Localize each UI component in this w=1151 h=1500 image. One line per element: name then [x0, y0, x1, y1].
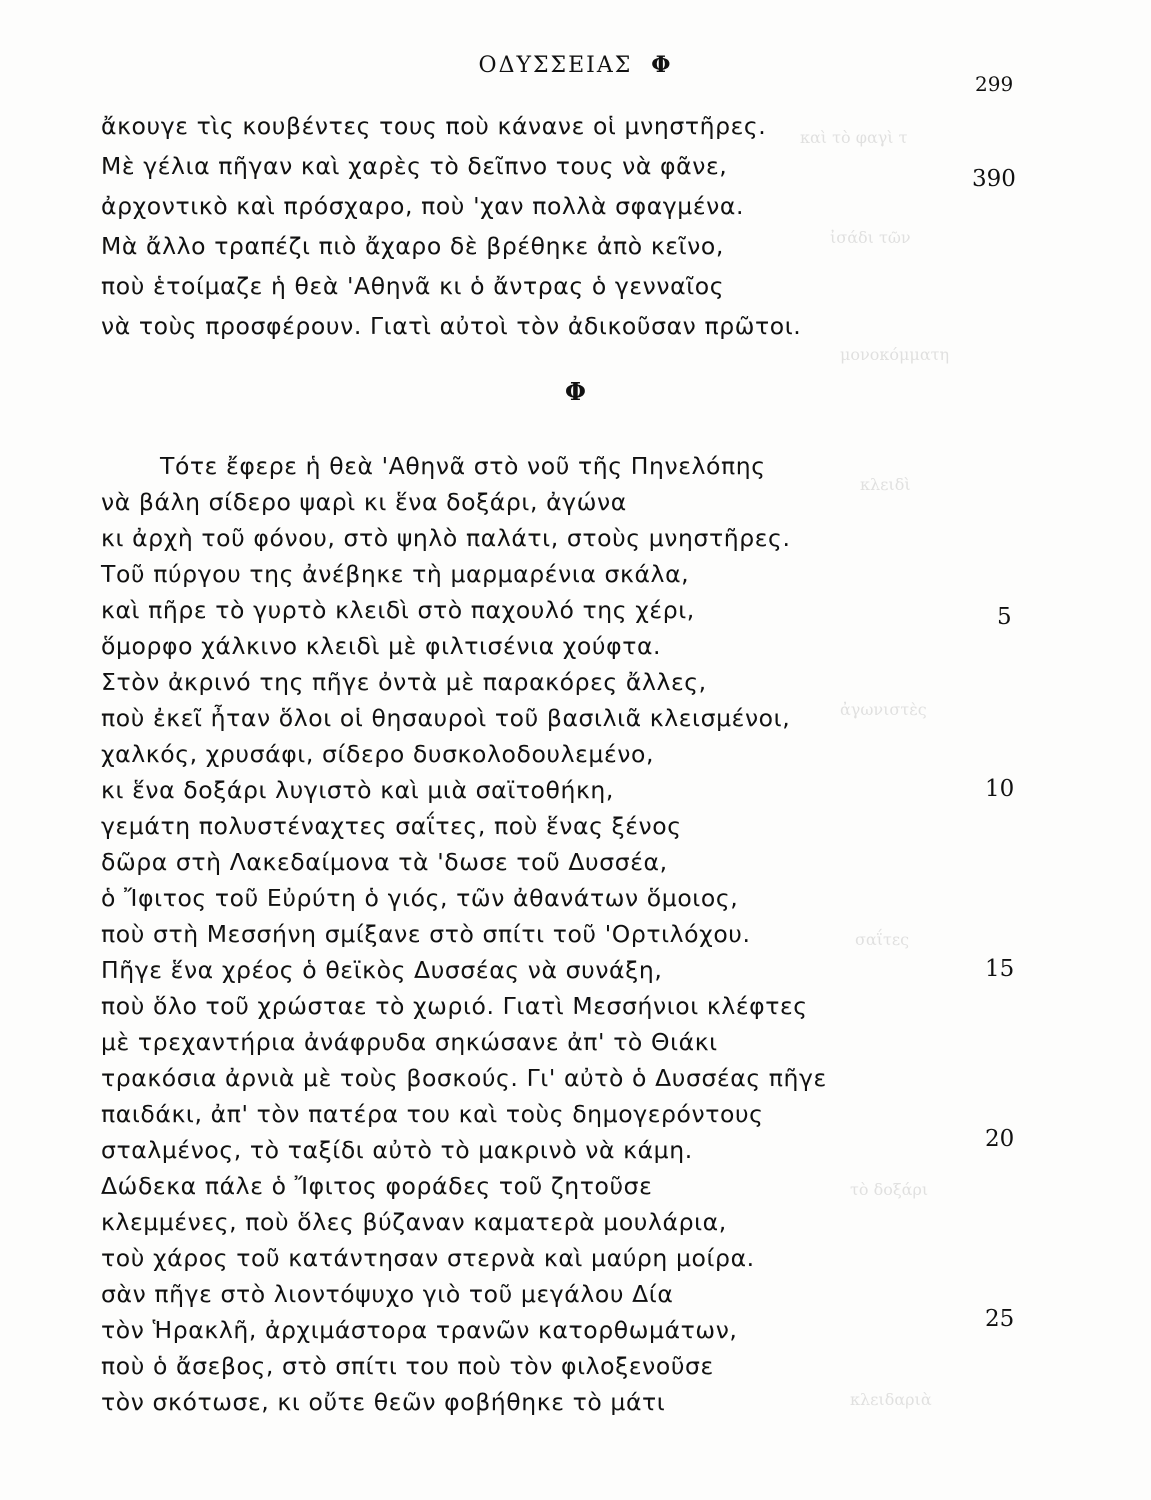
poem-line: καὶ πῆρε τὸ γυρτὸ κλειδὶ στὸ παχουλό της χέρι,: [101, 596, 695, 624]
poem-line: δῶρα στὴ Λακεδαίμονα τὰ 'δωσε τοῦ Δυσσέα,: [101, 848, 668, 876]
poem-line: ποὺ ὁ ἄσεβος, στὸ σπίτι του ποὺ τὸν φιλοξενοῦσε: [101, 1352, 714, 1380]
poem-line: κλεμμένες, ποὺ ὅλες βύζαναν καματερὰ μουλάρια,: [101, 1208, 727, 1236]
line-number: 20: [985, 1126, 1015, 1152]
show-through-text: μονοκόμματη: [840, 345, 950, 364]
show-through-text: κλειδαριὰ: [850, 1390, 932, 1409]
poem-line: τὸν σκότωσε, κι οὔτε θεῶν φοβήθηκε τὸ μάτι: [101, 1388, 666, 1416]
line-number: 25: [985, 1306, 1015, 1332]
page-number: 299: [975, 72, 1014, 96]
show-through-text: ἰσάδι τῶν: [830, 228, 911, 247]
poem-line: τὸν Ἡρακλῆ, ἀρχιμάστορα τρανῶν κατορθωμάτων,: [101, 1316, 738, 1344]
poem-line: ποὺ ἐκεῖ ἦταν ὅλοι οἱ θησαυροὶ τοῦ βασιλιᾶ κλεισμένοι,: [101, 704, 791, 732]
show-through-text: κλειδὶ: [860, 475, 911, 494]
line-number: 15: [985, 956, 1015, 982]
poem-line: Δώδεκα πάλε ὁ Ἴφιτος φοράδες τοῦ ζητοῦσε: [101, 1172, 653, 1200]
poem-line: ἀρχοντικὸ καὶ πρόσχαρο, ποὺ 'χαν πολλὰ σφαγμένα.: [101, 192, 745, 220]
show-through-text: ἀγωνιστὲς: [840, 700, 927, 719]
line-number: 390: [972, 166, 1016, 192]
poem-line: τρακόσια ἀρνιὰ μὲ τοὺς βοσκούς. Γι' αὐτὸ ὁ Δυσσέας πῆγε: [101, 1064, 827, 1092]
show-through-text: καὶ τὸ φαγὶ τ: [800, 128, 908, 147]
poem-line: νὰ βάλη σίδερο ψαρὶ κι ἕνα δοξάρι, ἀγώνα: [101, 488, 627, 516]
running-head-title: ΟΔΥΣΣΕΙΑΣ: [478, 53, 633, 78]
poem-line: κι ἕνα δοξάρι λυγιστὸ καὶ μιὰ σαϊτοθήκη,: [101, 776, 614, 804]
poem-line: σταλμένος, τὸ ταξίδι αὐτὸ τὸ μακρινὸ νὰ κάμη.: [101, 1136, 693, 1164]
poem-line: σὰν πῆγε στὸ λιοντόψυχο γιὸ τοῦ μεγάλου Δία: [101, 1280, 674, 1308]
running-head-book-letter: Φ: [651, 52, 673, 78]
poem-line: μὲ τρεχαντήρια ἀνάφρυδα σηκώσανε ἀπ' τὸ Θιάκι: [101, 1028, 718, 1056]
poem-line: τοὺ χάρος τοῦ κατάντησαν στερνὰ καὶ μαύρη μοίρα.: [101, 1244, 755, 1272]
poem-line: Μὰ ἄλλο τραπέζι πιὸ ἄχαρο δὲ βρέθηκε ἀπὸ κεῖνο,: [101, 232, 724, 260]
line-number: 10: [985, 776, 1015, 802]
show-through-text: τὸ δοξάρι: [850, 1180, 929, 1199]
poem-line: Στὸν ἀκρινό της πῆγε ὀντὰ μὲ παρακόρες ἄλλες,: [101, 668, 707, 696]
poem-line: νὰ τοὺς προσφέρουν. Γιατὶ αὐτοὶ τὸν ἀδικοῦσαν πρῶτοι.: [101, 312, 802, 340]
poem-line: Πῆγε ἕνα χρέος ὁ θεϊκὸς Δυσσέας νὰ συνάξη,: [101, 956, 663, 984]
poem-line: ὅμορφο χάλκινο κλειδὶ μὲ φιλτισένια χούφτα.: [101, 632, 662, 660]
poem-line: Τότε ἔφερε ἡ θεὰ 'Αθηνᾶ στὸ νοῦ τῆς Πηνελόπης: [160, 452, 766, 480]
poem-line: παιδάκι, ἀπ' τὸν πατέρα του καὶ τοὺς δημογερόντους: [101, 1100, 764, 1128]
poem-line: ποὺ ὅλο τοῦ χρώσταε τὸ χωριό. Γιατὶ Μεσσήνιοι κλέφτες: [101, 992, 808, 1020]
book-heading: Φ: [565, 377, 586, 406]
poem-line: ποὺ ἑτοίμαζε ἡ θεὰ 'Αθηνᾶ κι ὁ ἄντρας ὁ γενναῖος: [101, 272, 725, 300]
line-number: 5: [997, 604, 1012, 630]
poem-line: χαλκός, χρυσάφι, σίδερο δυσκολοδουλεμένο,: [101, 740, 655, 768]
poem-line: Τοῦ πύργου της ἀνέβηκε τὴ μαρμαρένια σκάλα,: [101, 560, 690, 588]
poem-line: ποὺ στὴ Μεσσήνη σμίξανε στὸ σπίτι τοῦ 'Ορτιλόχου.: [101, 920, 751, 948]
poem-line: γεμάτη πολυστέναχτες σαΐτες, ποὺ ἕνας ξένος: [101, 812, 682, 840]
poem-line: κι ἀρχὴ τοῦ φόνου, στὸ ψηλὸ παλάτι, στοὺς μνηστῆρες.: [101, 524, 791, 552]
show-through-text: σαΐτες: [855, 930, 910, 949]
poem-line: ἄκουγε τὶς κουβέντες τους ποὺ κάνανε οἱ μνηστῆρες.: [101, 112, 767, 140]
poem-line: Μὲ γέλια πῆγαν καὶ χαρὲς τὸ δεῖπνο τους νὰ φᾶνε,: [101, 152, 728, 180]
poem-line: ὁ Ἴφιτος τοῦ Εὐρύτη ὁ γιός, τῶν ἀθανάτων ὅμοιος,: [101, 884, 739, 912]
